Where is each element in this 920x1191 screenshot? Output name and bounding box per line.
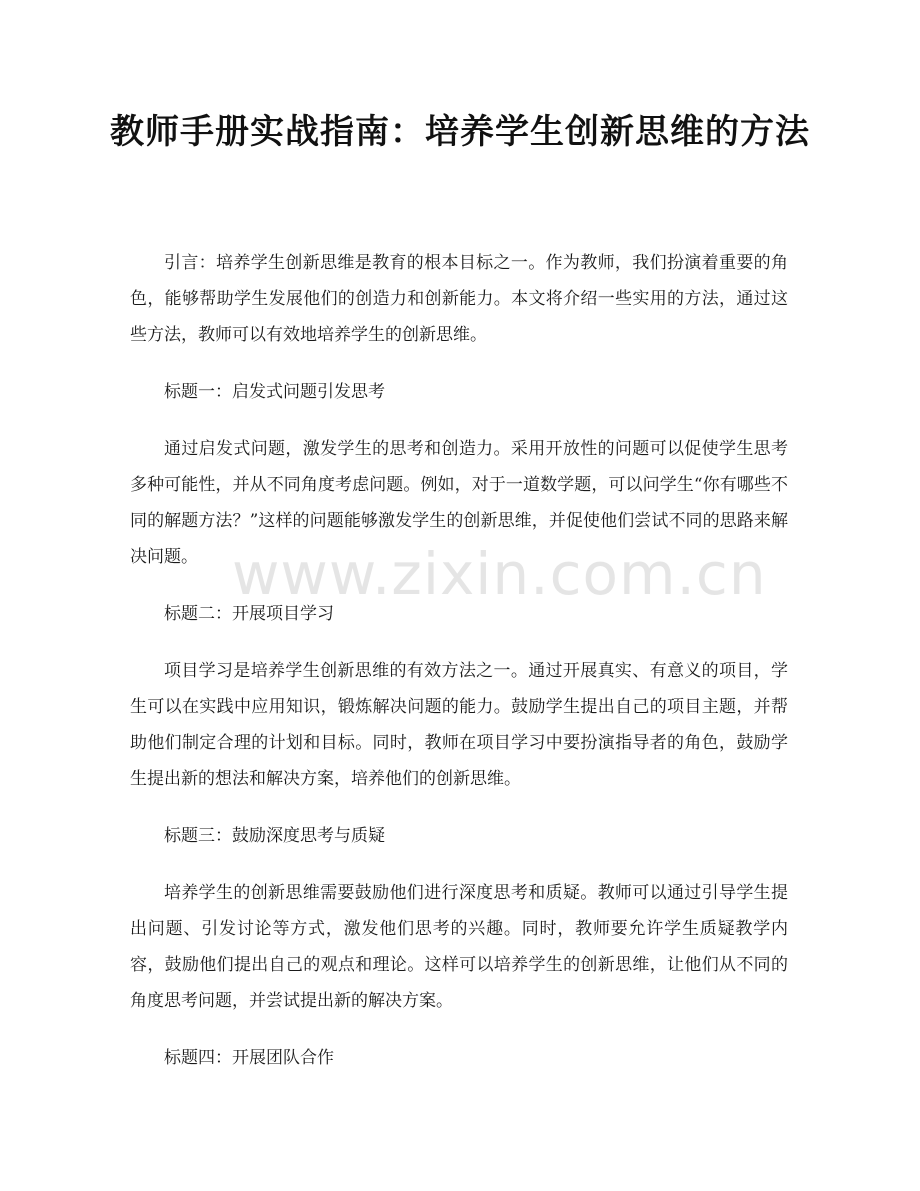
section-heading-4: 标题四：开展团队合作 xyxy=(164,1048,334,1068)
section-paragraph-1: 通过启发式问题，激发学生的思考和创造力。采用开放性的问题可以促使学生思考多种可能性，并从不同角度考虑问题。例如，对于一道数学题，可以问学生“你有哪些不同的解题方法？”这样的问题能够激发学生的创新思维，并促使他们尝试不同的思路来解决问题。 xyxy=(130,439,788,567)
document-title: 教师手册实战指南：培养学生创新思维的方法 xyxy=(110,112,810,152)
section-heading-1: 标题一：启发式问题引发思考 xyxy=(164,382,385,402)
section-paragraph-2: 项目学习是培养学生创新思维的有效方法之一。通过开展真实、有意义的项目，学生可以在实践中应用知识，锻炼解决问题的能力。鼓励学生提出自己的项目主题，并帮助他们制定合理的计划和目标。同时，教师在项目学习中要扮演指导者的角色，鼓励学生提出新的想法和解决方案，培养他们的创新思维。 xyxy=(130,661,788,789)
watermark: www.zixin.com.cn xyxy=(232,540,767,608)
section-heading-3: 标题三：鼓励深度思考与质疑 xyxy=(164,826,385,846)
section-heading-2: 标题二：开展项目学习 xyxy=(164,604,334,624)
intro-paragraph: 引言：培养学生创新思维是教育的根本目标之一。作为教师，我们扮演着重要的角色，能够帮助学生发展他们的创造力和创新能力。本文将介绍一些实用的方法，通过这些方法，教师可以有效地培养学生的创新思维。 xyxy=(130,253,788,345)
document-body xyxy=(130,245,788,1097)
section-paragraph-3: 培养学生的创新思维需要鼓励他们进行深度思考和质疑。教师可以通过引导学生提出问题、引发讨论等方式，激发他们思考的兴趣。同时，教师要允许学生质疑教学内容，鼓励他们提出自己的观点和理论。这样可以培养学生的创新思维，让他们从不同的角度思考问题，并尝试提出新的解决方案。 xyxy=(130,883,788,1011)
